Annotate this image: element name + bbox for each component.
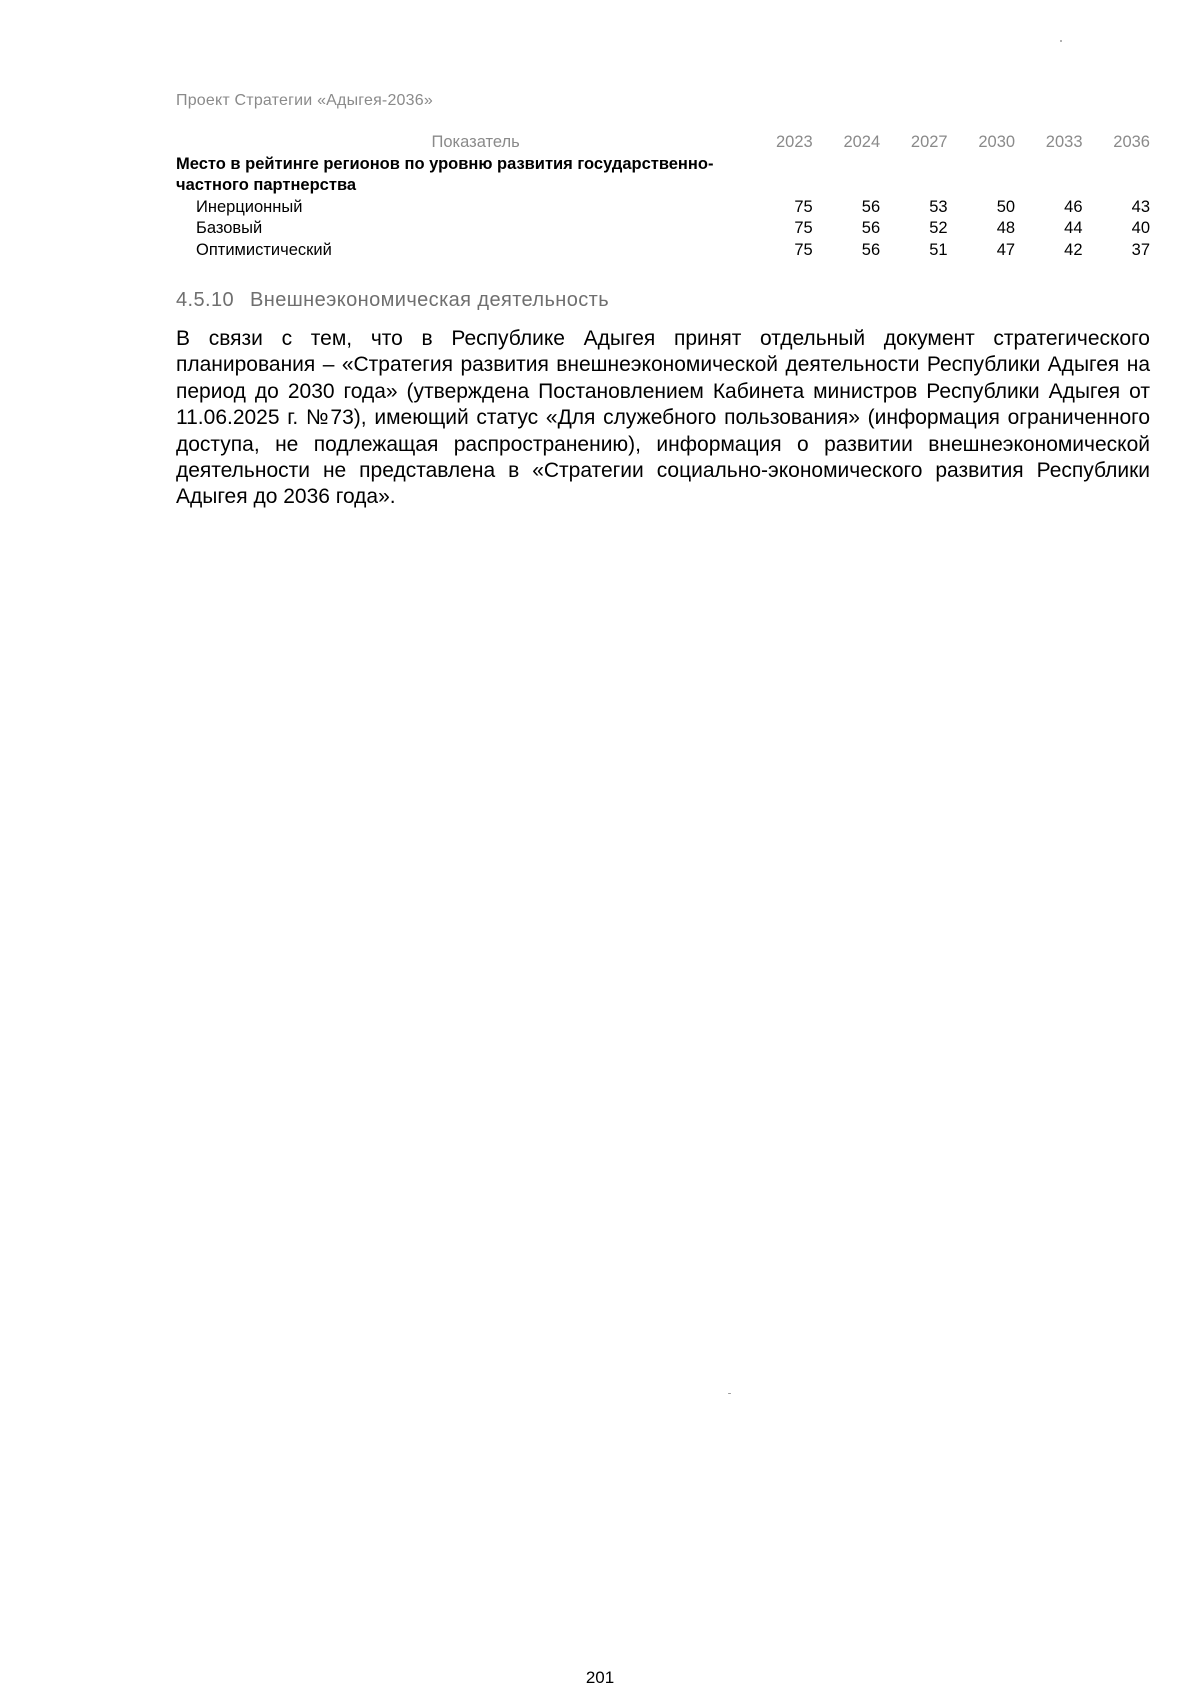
scan-artifact <box>1060 40 1062 42</box>
table-cell: 40 <box>1131 219 1150 237</box>
table-cell: 56 <box>861 219 881 237</box>
indicator-table <box>176 132 1150 261</box>
table-group-title: Место в рейтинге регионов по уровню развития государственно-частного партнерства <box>176 154 714 194</box>
table-header-year: 2027 <box>910 133 948 151</box>
table-header-year: 2024 <box>843 133 881 151</box>
table-cell: 56 <box>861 240 881 259</box>
table-row <box>176 240 1150 262</box>
table-header-row <box>176 132 1150 154</box>
table-group-row <box>176 154 1150 197</box>
table-cell: 75 <box>794 197 813 216</box>
table-cell: 46 <box>1064 197 1083 216</box>
scenario-label: Оптимистический <box>196 240 332 259</box>
table-header-year: 2023 <box>775 133 813 151</box>
table-cell: 50 <box>996 197 1016 216</box>
table-cell: 42 <box>1064 240 1083 259</box>
scenario-label: Инерционный <box>196 197 303 216</box>
scenario-label: Базовый <box>196 219 263 237</box>
table-row <box>176 218 1150 240</box>
table-cell: 37 <box>1131 240 1150 259</box>
table-header-year: 2033 <box>1045 133 1083 151</box>
section-heading <box>176 289 609 312</box>
running-header: Проект Стратегии «Адыгея-2036» <box>176 92 433 109</box>
table-cell: 48 <box>996 219 1016 237</box>
table-header-year: 2030 <box>978 133 1016 151</box>
table-cell: 51 <box>929 240 948 259</box>
table-cell: 52 <box>929 219 948 237</box>
table-cell: 75 <box>794 240 813 259</box>
table-cell: 75 <box>794 219 813 237</box>
table-cell: 56 <box>861 197 881 216</box>
section-title: Внешнеэкономическая деятельность <box>250 289 610 311</box>
table-cell: 43 <box>1131 197 1150 216</box>
table-header-year: 2036 <box>1113 133 1150 151</box>
table-cell: 44 <box>1064 219 1083 237</box>
table-header-label: Показатель <box>431 133 520 151</box>
table-cell: 53 <box>929 197 948 216</box>
section-number: 4.5.10 <box>176 289 235 311</box>
table-row <box>176 197 1150 219</box>
body-paragraph: В связи с тем, что в Республике Адыгея принят отдельный документ стратегического планирования – «Стратегия развития внешнеэкономической деятельности Республики Адыгея на период до 2030 года» (утверждена Постановлением Кабинета министров Республики Адыгея от 11.06.2025 г. №73), имеющий статус «Для служебного пользования» (информация ограниченного доступа, не подлежащая распространению), информация о развитии внешнеэкономической деятельности не представлена в «Стратегии социально-экономического развития Республики Адыгея до 2036 года». <box>176 327 1150 509</box>
scan-artifact <box>728 1393 731 1394</box>
page-number: 201 <box>585 1668 615 1687</box>
table-cell: 47 <box>996 240 1016 259</box>
